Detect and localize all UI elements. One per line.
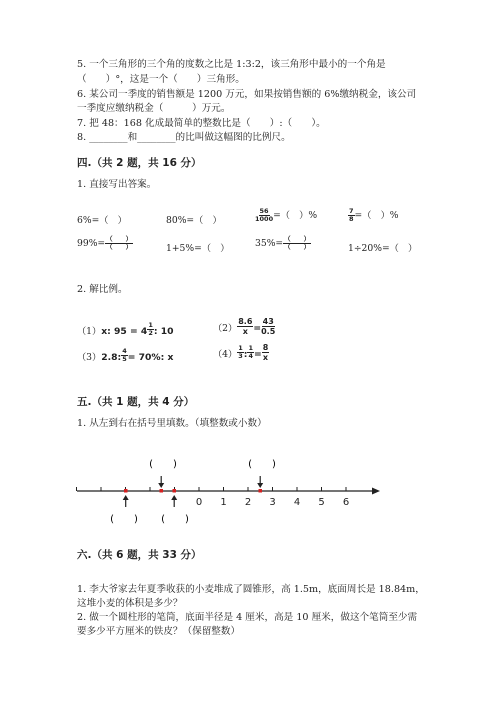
calc-r2c1: 99%= $\frac{( )}{( )}$ <box>77 235 133 251</box>
marked-point-2 <box>160 489 164 493</box>
blank-fraction: $\frac{( )}{( )}$ <box>284 235 311 251</box>
section5-header: 五.（共 1 题，共 4 分） <box>77 396 195 408</box>
blank-above-1: ( ) <box>149 459 177 470</box>
section4-q2: 2. 解比例。 <box>77 284 128 295</box>
blank-below-1: ( ) <box>110 514 138 525</box>
calc-r1c2: 80%=（ ） <box>166 215 222 226</box>
proportion-2: （2） $\frac{8.6}{x}$ = $\frac{43}{0.5}$ <box>213 317 276 336</box>
section4-header: 四.（共 2 题，共 16 分） <box>77 157 202 169</box>
marked-point-3 <box>173 489 177 493</box>
fraction-1-2: $\frac{1}{2}$ <box>148 321 153 337</box>
down-arrow-head-icon <box>257 483 263 488</box>
number-line-tick-label: 3 <box>269 497 276 508</box>
blank-below-2: ( ) <box>161 514 189 525</box>
fraction-7-8: $\frac{7}{8}$ <box>349 207 354 223</box>
section6-q1-line1: 1. 李大爷家去年夏季收获的小麦堆成了圆锥形，高 1.5m，底面周长是 18.84m， <box>77 584 425 595</box>
q6-line2: 一季度应缴纳税金（ ）万元。 <box>77 103 231 114</box>
marked-point-1 <box>124 489 128 493</box>
number-line-tick-label: 4 <box>293 497 301 508</box>
up-arrow-head-icon <box>171 495 177 500</box>
section4-q1: 1. 直接写出答案。 <box>77 179 157 190</box>
number-line-tick-label: 5 <box>318 497 325 508</box>
calc-r1c4: $\frac{7}{8}$ =（ ）% <box>349 207 399 223</box>
section6-q2-line2: 要多少平方厘米的铁皮？（保留整数） <box>77 626 241 637</box>
q6-line1: 6. 某公司一季度的销售额是 1200 万元，如果按销售额的 6%缴纳税金，该公司 <box>77 89 417 100</box>
up-arrow-head-icon <box>123 495 129 500</box>
down-arrow-head-icon <box>158 483 164 488</box>
q8-text: 8. ________和________的比叫做这幅图的比例尺。 <box>77 132 291 143</box>
number-line-arrowhead <box>372 488 380 495</box>
calc-r2c4: 1÷20%=（ ） <box>348 243 418 254</box>
calc-r1c3: $\frac{56}{1000}$ =（ ）% <box>255 207 318 223</box>
number-line-ticks <box>77 487 347 491</box>
fraction-1-4: $\frac{1}{4}$ <box>248 344 253 360</box>
section6-q1-line2: 这堆小麦的体积是多少？ <box>77 598 183 609</box>
calc-r1c1: 6%=（ ） <box>77 215 127 226</box>
fraction-56-1000: $\frac{56}{1000}$ <box>255 207 274 223</box>
number-line-tick-label: 2 <box>244 497 252 508</box>
section6-q2-line1: 2. 做一个圆柱形的笔筒，底面半径是 4 厘米，高是 10 厘米，做这个笔筒至少需 <box>77 612 418 623</box>
number-line-tick-label: 1 <box>220 497 227 508</box>
number-line-figure <box>0 450 500 535</box>
section6-header: 六.（共 6 题，共 33 分） <box>77 549 202 561</box>
q5-line2: （ ）°，这是一个（ ）三角形。 <box>77 74 245 85</box>
fraction-1-3: $\frac{1}{3}$ <box>238 344 243 360</box>
fraction-8.6-x: $\frac{8.6}{x}$ <box>238 317 253 336</box>
section5-q1: 1. 从左到右在括号里填数。（填整数或小数） <box>77 418 267 429</box>
fraction-4-5: $\frac{4}{5}$ <box>122 347 127 363</box>
number-line-tick-label: 0 <box>195 497 203 508</box>
number-line-tick-labels <box>196 497 349 508</box>
calc-r2c2: 1+5%=（ ） <box>166 243 230 254</box>
proportion-1: （1）x: 95 = 4 $\frac{1}{2}$ : 10 <box>77 321 174 337</box>
proportion-3: （3）2.8: $\frac{4}{5}$ = 70%: x <box>77 347 174 363</box>
number-line-tick-label: 6 <box>342 497 350 508</box>
q7-text: 7. 把 48：168 化成最简单的整数比是（ ）:（ ）。 <box>77 118 326 129</box>
blank-fraction: $\frac{( )}{( )}$ <box>106 235 133 251</box>
q5-line1: 5. 一个三角形的三个角的度数之比是 1:3:2，该三角形中最小的一个角是 <box>77 59 386 70</box>
proportion-4: （4） $\frac{1}{3}$ : $\frac{1}{4}$ = $\frac{8}{x}$ <box>213 343 269 362</box>
blank-above-2: ( ) <box>248 459 276 470</box>
calc-r2c3: 35%= $\frac{( )}{( )}$ <box>255 235 311 251</box>
fraction-8-x: $\frac{8}{x}$ <box>262 343 269 362</box>
marked-point-4 <box>259 489 263 493</box>
fraction-43-0.5: $\frac{43}{0.5}$ <box>261 317 276 336</box>
